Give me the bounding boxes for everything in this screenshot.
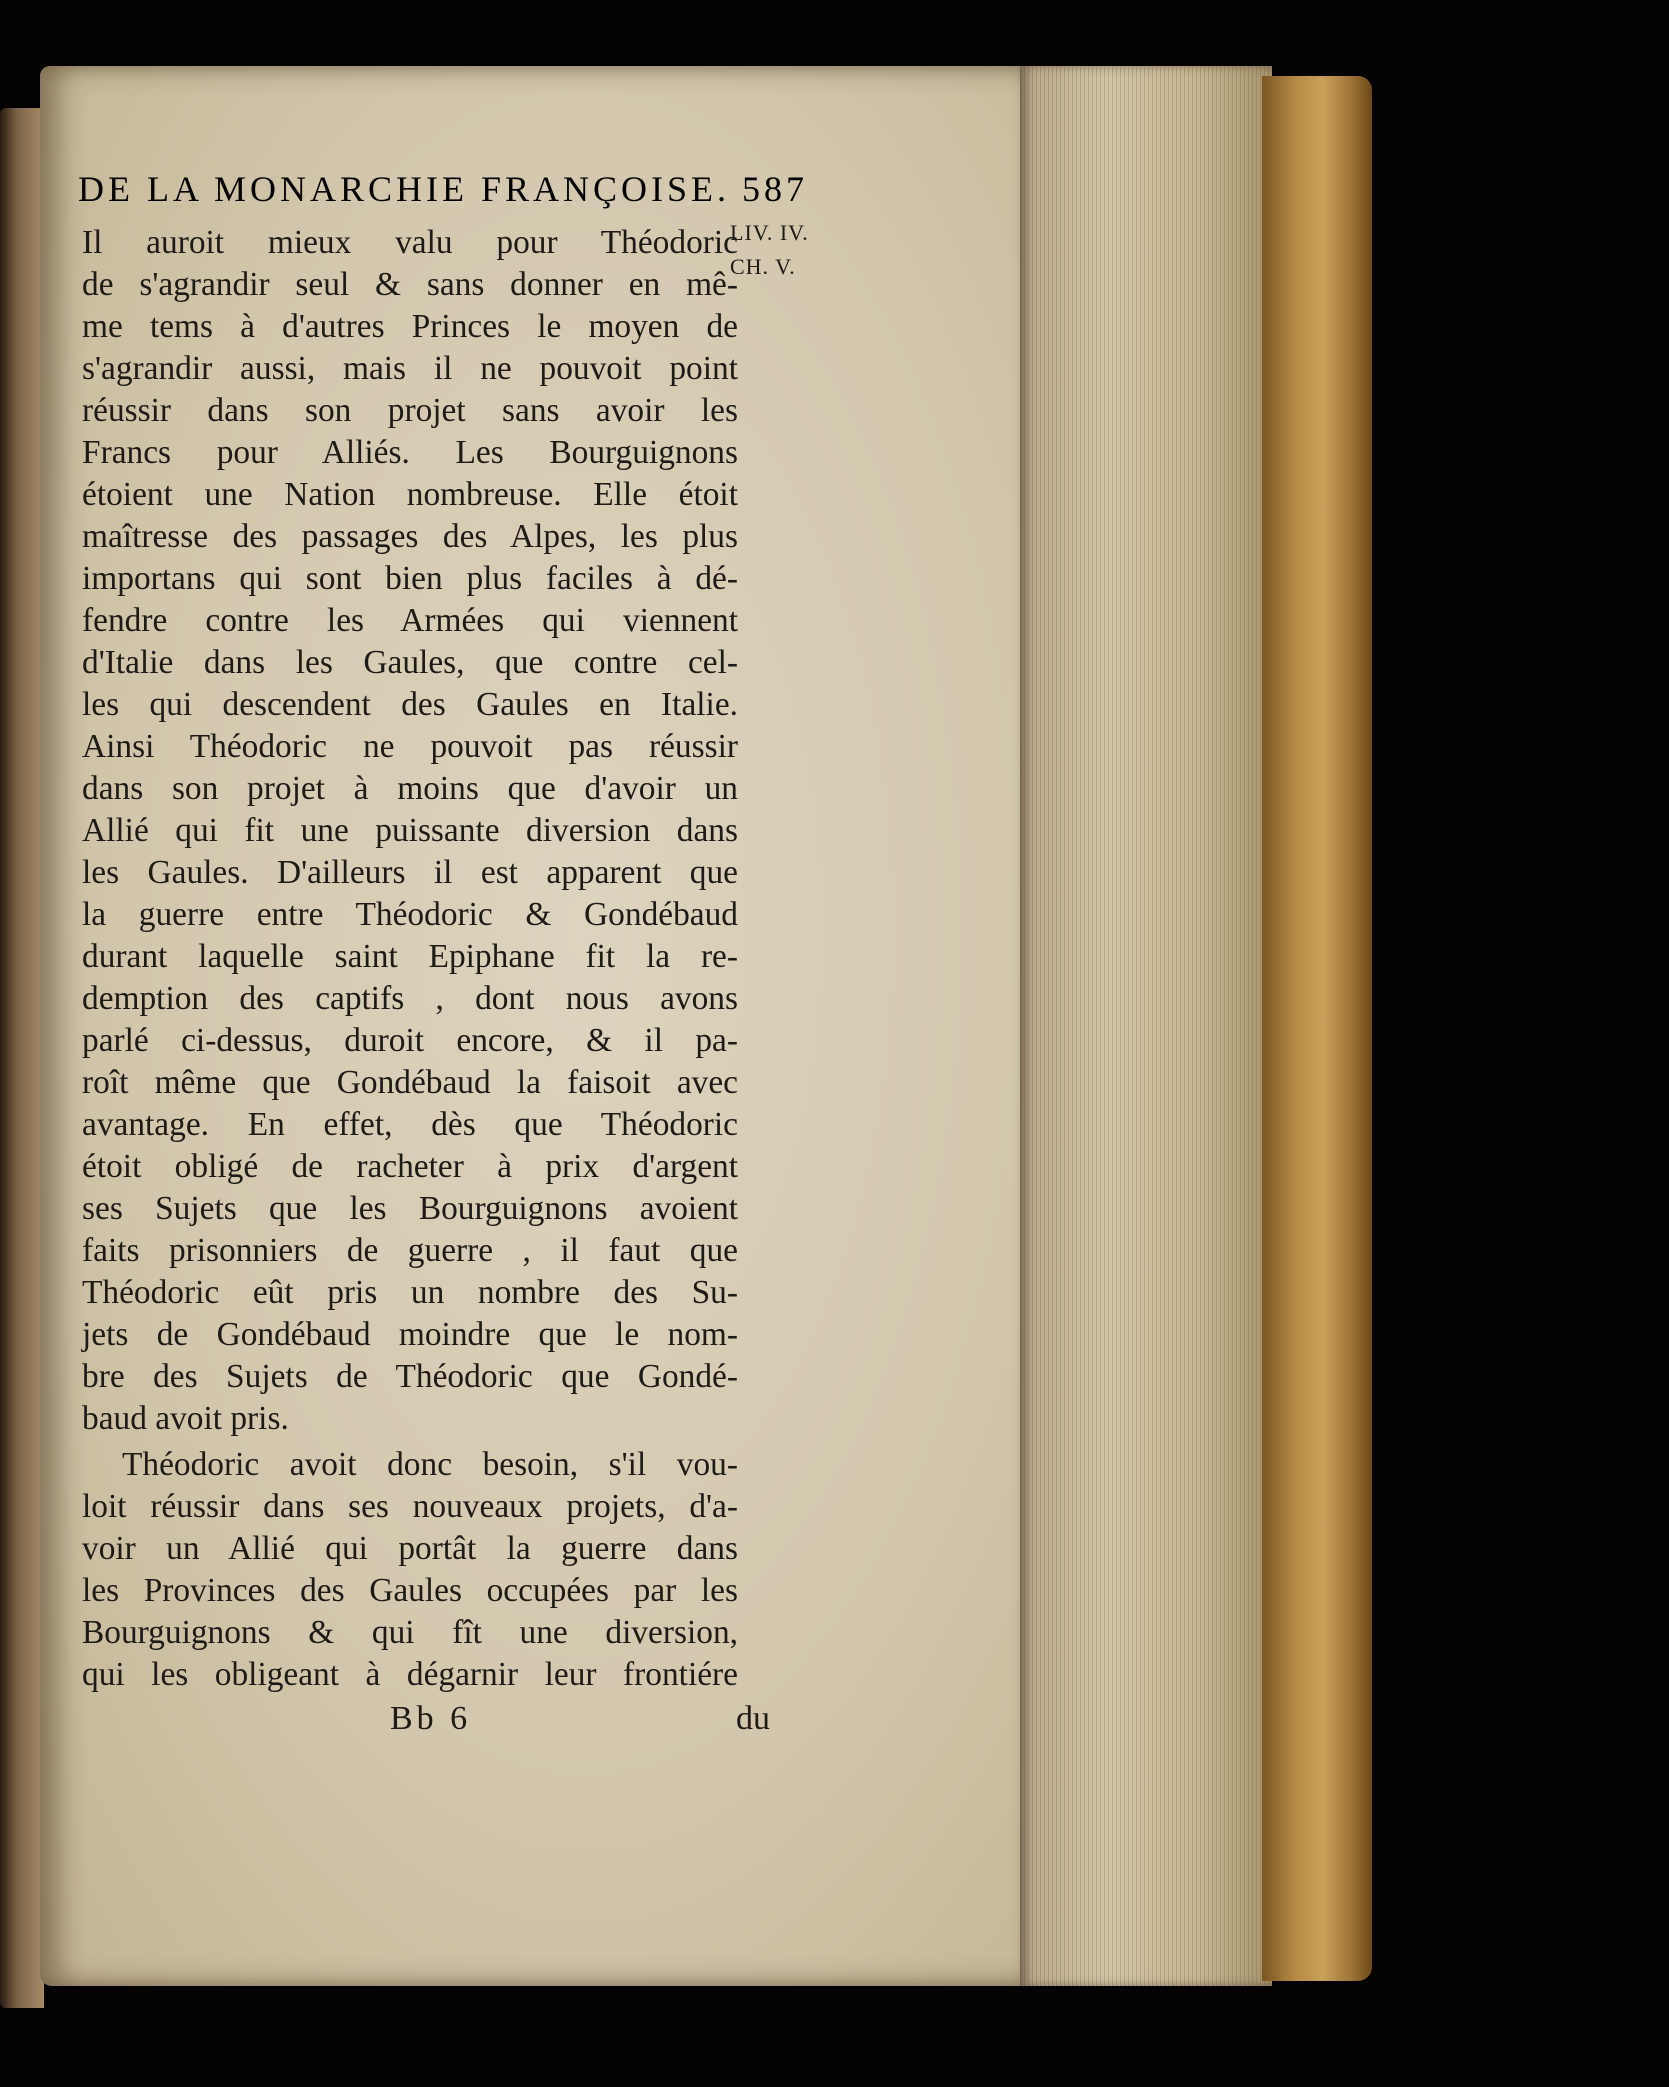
running-head-title: DE LA MONARCHIE FRANÇOISE. bbox=[78, 169, 731, 209]
text-line: Théodoric eût pris un nombre des Su- bbox=[82, 1274, 738, 1311]
text-line: importans qui sont bien plus faciles à dé- bbox=[82, 560, 738, 597]
text-line: ses Sujets que les Bourguignons avoient bbox=[82, 1190, 738, 1227]
text-line: maîtresse des passages des Alpes, les plus bbox=[82, 518, 738, 555]
running-head bbox=[78, 168, 809, 210]
page-block-edge bbox=[1020, 66, 1272, 1986]
catchword: du bbox=[736, 1700, 770, 1737]
margin-note-chapter: CH. V. bbox=[730, 254, 796, 279]
leather-cover bbox=[1262, 76, 1372, 1981]
text-line: roît même que Gondébaud la faisoit avec bbox=[82, 1064, 738, 1101]
text-line: d'Italie dans les Gaules, que contre cel- bbox=[82, 644, 738, 681]
body-text bbox=[82, 222, 738, 1696]
text-line: Théodoric avoit donc besoin, s'il vou- bbox=[122, 1446, 738, 1483]
text-line: les Provinces des Gaules occupées par les bbox=[82, 1572, 738, 1609]
facing-page-edge bbox=[0, 108, 44, 2008]
text-line: parlé ci-dessus, duroit encore, & il pa- bbox=[82, 1022, 738, 1059]
page-number: 587 bbox=[742, 169, 809, 209]
text-line: Allié qui fit une puissante diversion dans bbox=[82, 812, 738, 849]
text-line: Francs pour Alliés. Les Bourguignons bbox=[82, 434, 738, 471]
signature-mark: Bb 6 bbox=[390, 1700, 472, 1737]
text-line: loit réussir dans ses nouveaux projets, d'a- bbox=[82, 1488, 738, 1525]
text-line: fendre contre les Armées qui viennent bbox=[82, 602, 738, 639]
text-line: dans son projet à moins que d'avoir un bbox=[82, 770, 738, 807]
text-line: Il auroit mieux valu pour Théodoric bbox=[82, 224, 738, 261]
text-line: Ainsi Théodoric ne pouvoit pas réussir bbox=[82, 728, 738, 765]
text-line: baud avoit pris. bbox=[82, 1400, 289, 1437]
text-line: étoit obligé de racheter à prix d'argent bbox=[82, 1148, 738, 1185]
text-line: bre des Sujets de Théodoric que Gondé- bbox=[82, 1358, 738, 1395]
text-line: faits prisonniers de guerre , il faut que bbox=[82, 1232, 738, 1269]
text-line: voir un Allié qui portât la guerre dans bbox=[82, 1530, 738, 1567]
text-line: Bourguignons & qui fît une diversion, bbox=[82, 1614, 738, 1651]
text-line: les Gaules. D'ailleurs il est apparent que bbox=[82, 854, 738, 891]
text-line: demption des captifs , dont nous avons bbox=[82, 980, 738, 1017]
text-line: étoient une Nation nombreuse. Elle étoit bbox=[82, 476, 738, 513]
paragraph bbox=[82, 1444, 738, 1696]
text-line: me tems à d'autres Princes le moyen de bbox=[82, 308, 738, 345]
margin-note-book: LIV. IV. bbox=[730, 220, 809, 245]
text-line: qui les obligeant à dégarnir leur frontiére bbox=[82, 1656, 738, 1693]
text-line: s'agrandir aussi, mais il ne pouvoit point bbox=[82, 350, 738, 387]
text-line: durant laquelle saint Epiphane fit la re- bbox=[82, 938, 738, 975]
text-line: jets de Gondébaud moindre que le nom- bbox=[82, 1316, 738, 1353]
text-line: avantage. En effet, dès que Théodoric bbox=[82, 1106, 738, 1143]
text-line: les qui descendent des Gaules en Italie. bbox=[82, 686, 738, 723]
margin-note bbox=[730, 216, 809, 284]
text-line: réussir dans son projet sans avoir les bbox=[82, 392, 738, 429]
paragraph bbox=[82, 222, 738, 1440]
text-line: de s'agrandir seul & sans donner en mê- bbox=[82, 266, 738, 303]
text-line: la guerre entre Théodoric & Gondébaud bbox=[82, 896, 738, 933]
